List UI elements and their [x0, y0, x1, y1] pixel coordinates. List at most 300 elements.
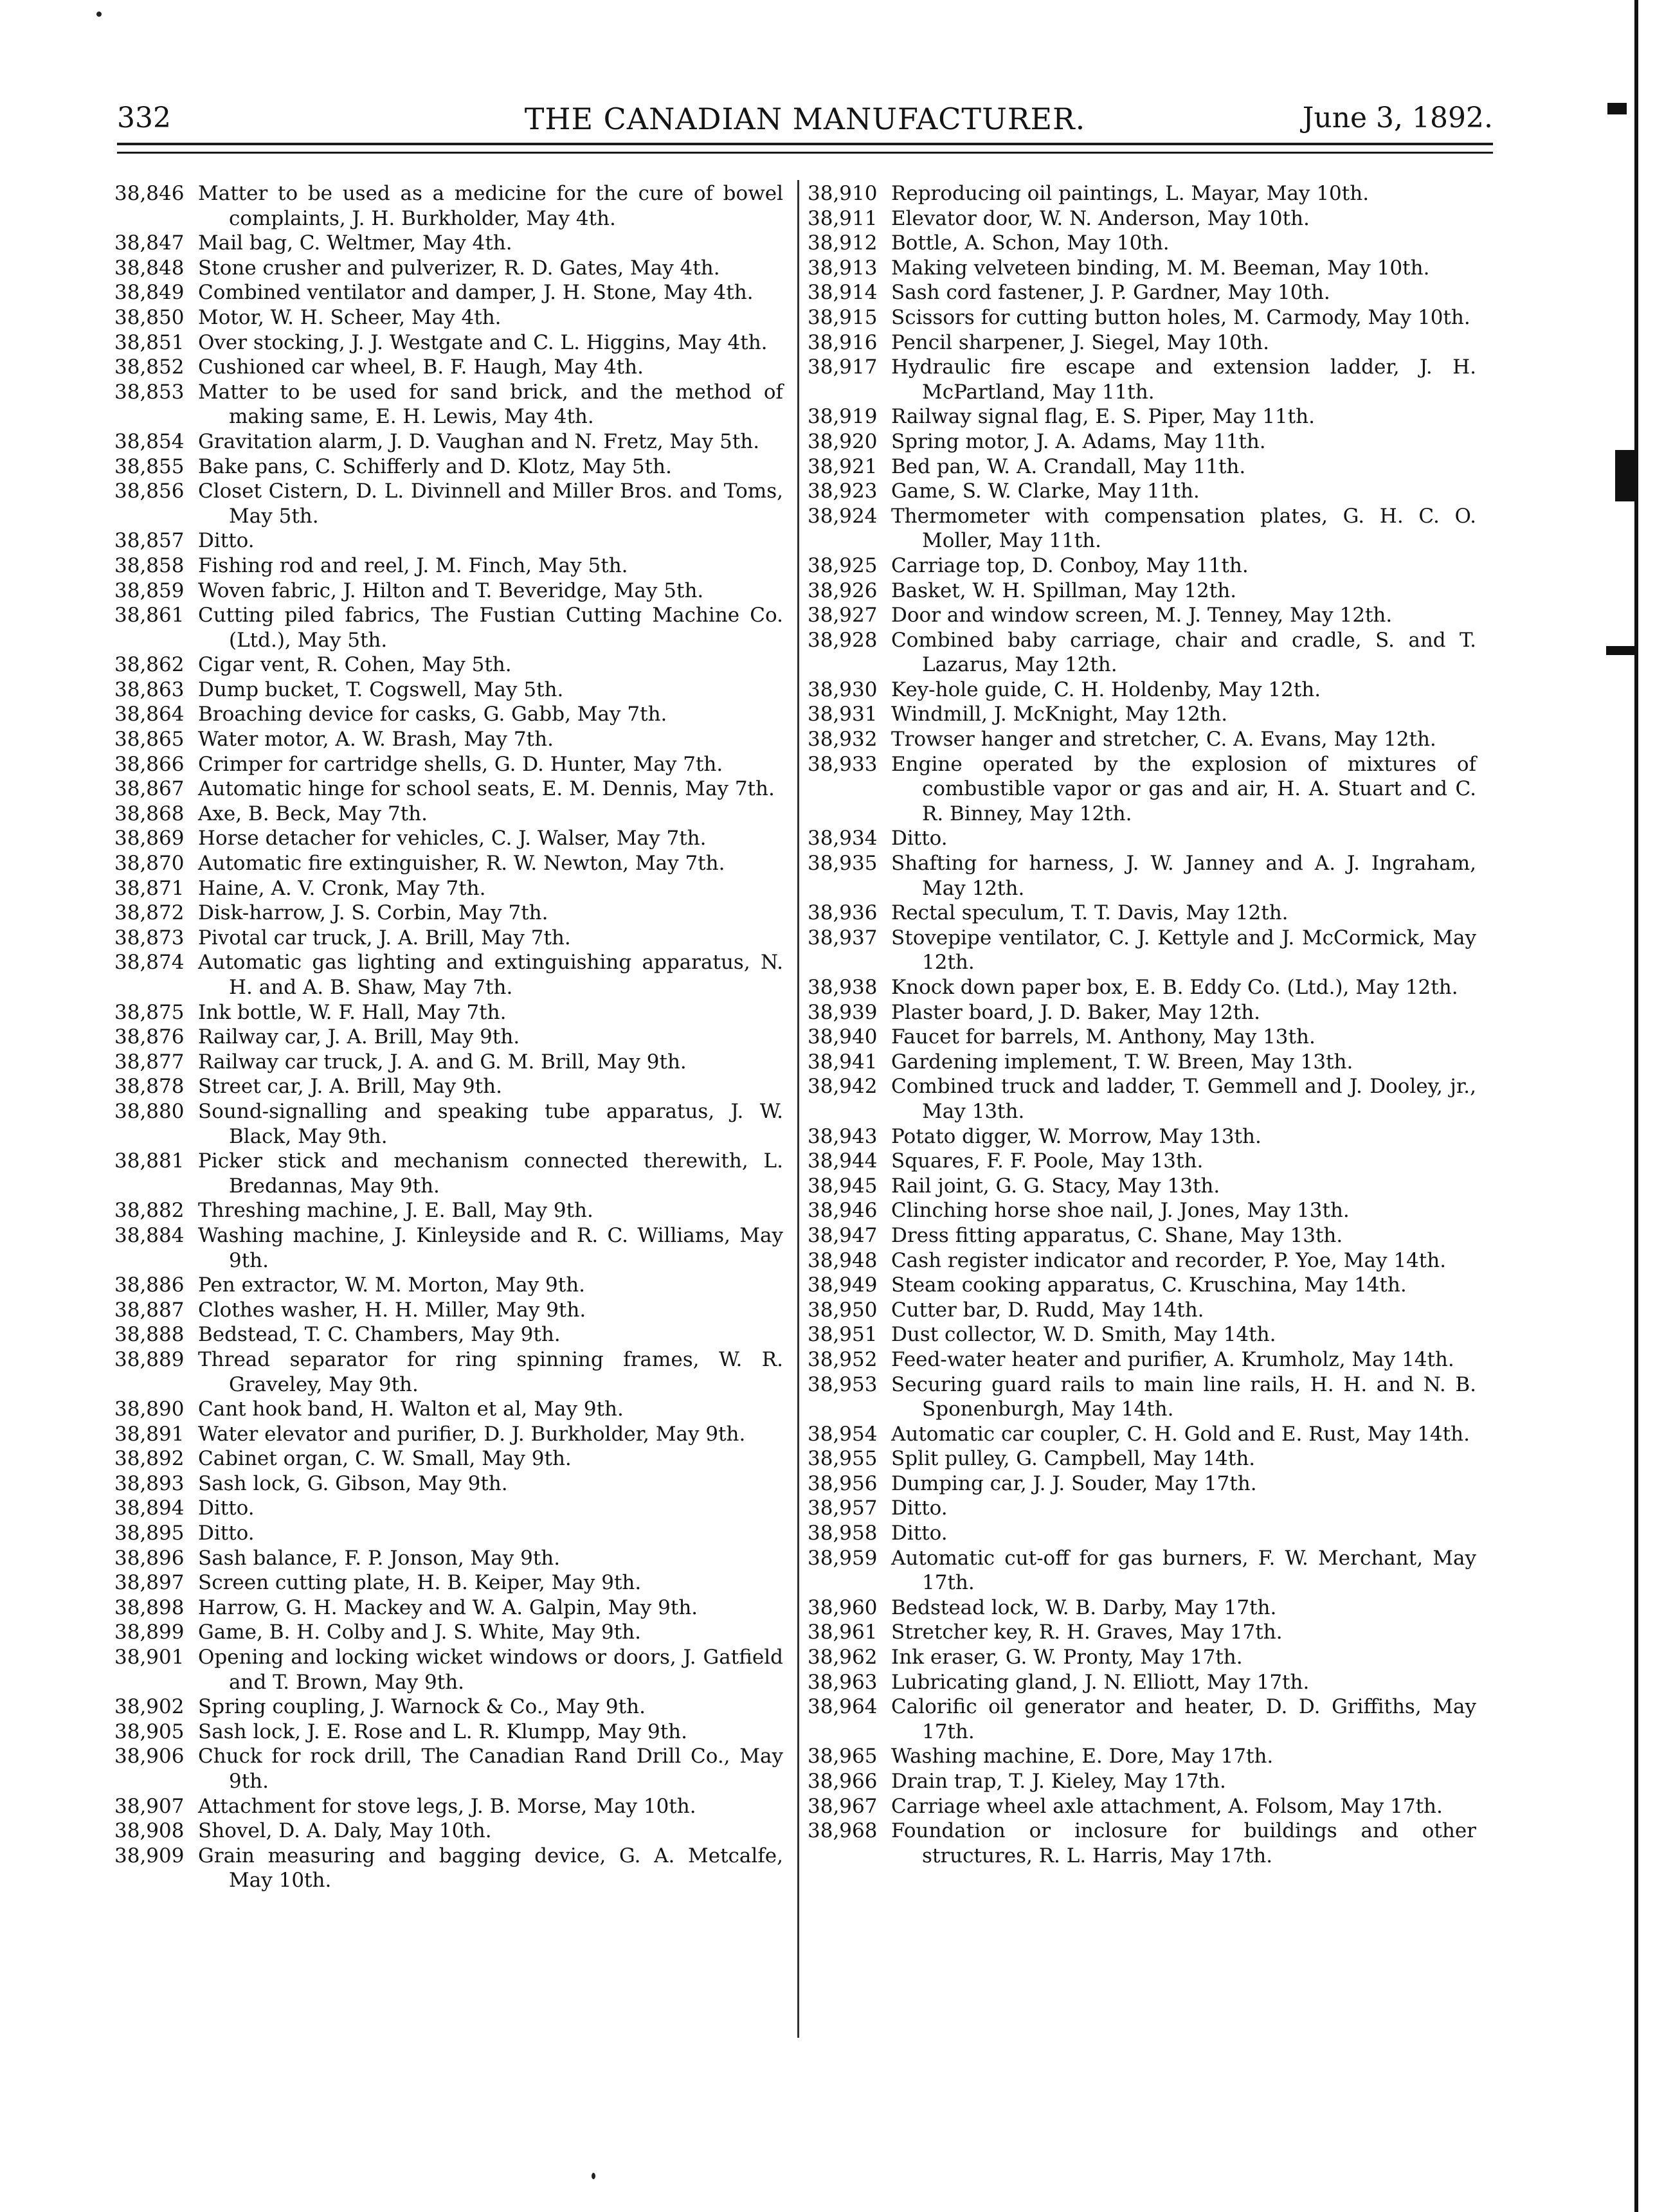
- scan-edge-mark: [1606, 646, 1634, 655]
- patent-description: Matter to be used as a medicine for the cure of bowel complaints, J. H. Burkholder, May 4th.: [198, 182, 783, 230]
- patent-number: 38,947: [808, 1223, 878, 1247]
- patent-entry: [114, 1620, 783, 1645]
- patent-number: 38,949: [808, 1273, 878, 1297]
- patent-number: 38,907: [114, 1794, 185, 1818]
- patent-number: 38,882: [114, 1199, 185, 1223]
- patent-description: Dump bucket, T. Cogswell, May 5th.: [198, 678, 564, 701]
- patent-entry: [808, 727, 1476, 752]
- patent-number: 38,850: [114, 305, 185, 329]
- patent-description: Clinching horse shoe nail, J. Jones, May 13th.: [891, 1199, 1350, 1223]
- patent-entry: [114, 256, 783, 281]
- patent-description: Plaster board, J. D. Baker, May 12th.: [891, 1000, 1261, 1024]
- patent-entry: [114, 1446, 783, 1471]
- patent-description: Over stocking, J. J. Westgate and C. L. Higgins, May 4th.: [198, 330, 768, 354]
- patent-number: 38,928: [808, 628, 878, 652]
- patent-number: 38,919: [808, 405, 878, 429]
- patent-description: Ditto.: [198, 1497, 255, 1520]
- patent-number: 38,861: [114, 604, 185, 627]
- patent-entry: [808, 975, 1476, 1000]
- patent-number: 38,958: [808, 1522, 878, 1545]
- patent-number: 38,899: [114, 1621, 185, 1644]
- patent-entry: [808, 429, 1476, 454]
- patent-description: Windmill, J. McKnight, May 12th.: [891, 703, 1228, 726]
- patent-description: Cushioned car wheel, B. F. Haugh, May 4th.: [198, 355, 644, 379]
- patent-number: 38,915: [808, 305, 878, 329]
- patent-number: 38,943: [808, 1124, 878, 1148]
- patent-description: Combined baby carriage, chair and cradle, S. and T. Lazarus, May 12th.: [891, 628, 1476, 677]
- patent-description: Cash register indicator and recorder, P. Yoe, May 14th.: [891, 1248, 1447, 1272]
- patent-description: Sash lock, G. Gibson, May 9th.: [198, 1471, 508, 1495]
- patent-entry: [114, 1025, 783, 1050]
- patent-description: Pivotal car truck, J. A. Brill, May 7th.: [198, 926, 571, 949]
- patent-description: Hydraulic fire escape and extension ladder, J. H. McPartland, May 11th.: [891, 355, 1476, 404]
- patent-entry: [808, 1372, 1476, 1422]
- patent-number: 38,939: [808, 1000, 878, 1024]
- patent-description: Spring coupling, J. Warnock & Co., May 9th.: [198, 1695, 646, 1719]
- patent-description: Scissors for cutting button holes, M. Carmody, May 10th.: [891, 305, 1470, 329]
- patent-number: 38,964: [808, 1695, 878, 1719]
- patent-entry: [808, 355, 1476, 404]
- patent-entry: [808, 1025, 1476, 1050]
- patent-description: Sash cord fastener, J. P. Gardner, May 10th.: [891, 281, 1330, 305]
- patent-description: Harrow, G. H. Mackey and W. A. Galpin, May 9th.: [198, 1596, 698, 1619]
- patent-number: 38,902: [114, 1695, 185, 1719]
- patent-number: 38,909: [114, 1844, 185, 1867]
- patent-description: Cant hook band, H. Walton et al, May 9th.: [198, 1398, 624, 1421]
- patent-description: Stovepipe ventilator, C. J. Kettyle and J. McCormick, May 12th.: [891, 926, 1476, 975]
- patent-entry: [114, 1099, 783, 1149]
- patent-description: Ditto.: [891, 827, 948, 850]
- patent-number: 38,864: [114, 703, 185, 726]
- patent-entry: [808, 305, 1476, 330]
- patent-entry: [114, 1819, 783, 1844]
- patent-number: 38,941: [808, 1050, 878, 1074]
- patent-description: Horse detacher for vehicles, C. J. Walser, May 7th.: [198, 827, 707, 850]
- patent-description: Basket, W. H. Spillman, May 12th.: [891, 579, 1237, 602]
- patent-entry: [808, 1596, 1476, 1621]
- patent-number: 38,881: [114, 1149, 185, 1173]
- patent-number: 38,869: [114, 827, 185, 850]
- patent-number: 38,852: [114, 355, 185, 379]
- patent-description: Railway signal flag, E. S. Piper, May 11th.: [891, 405, 1315, 429]
- patent-description: Knock down paper box, E. B. Eddy Co. (Ltd.), May 12th.: [891, 976, 1458, 999]
- right-column: [808, 181, 1476, 1868]
- patent-number: 38,961: [808, 1621, 878, 1644]
- patent-number: 38,898: [114, 1596, 185, 1619]
- patent-description: Pen extractor, W. M. Morton, May 9th.: [198, 1273, 586, 1297]
- patent-entry: [114, 280, 783, 305]
- patent-description: Rail joint, G. G. Stacy, May 13th.: [891, 1174, 1220, 1198]
- patent-description: Street car, J. A. Brill, May 9th.: [198, 1075, 502, 1099]
- patent-number: 38,926: [808, 579, 878, 602]
- patent-number: 38,965: [808, 1745, 878, 1768]
- patent-description: Screen cutting plate, H. B. Keiper, May 9th.: [198, 1571, 642, 1595]
- patent-entry: [114, 1794, 783, 1819]
- patent-number: 38,927: [808, 604, 878, 627]
- patent-number: 38,854: [114, 429, 185, 453]
- patent-entry: [808, 1645, 1476, 1670]
- patent-number: 38,925: [808, 553, 878, 577]
- patent-description: Bedstead lock, W. B. Darby, May 17th.: [891, 1596, 1277, 1619]
- patent-description: Pencil sharpener, J. Siegel, May 10th.: [891, 330, 1269, 354]
- patent-entry: [114, 1223, 783, 1273]
- patent-description: Carriage wheel axle attachment, A. Folsom, May 17th.: [891, 1794, 1443, 1818]
- patent-number: 38,957: [808, 1497, 878, 1520]
- patent-number: 38,872: [114, 901, 185, 925]
- patent-description: Cutting piled fabrics, The Fustian Cutting Machine Co. (Ltd.), May 5th.: [198, 604, 783, 652]
- patent-number: 38,888: [114, 1323, 185, 1347]
- patent-entry: [808, 1446, 1476, 1471]
- patent-entry: [808, 1273, 1476, 1298]
- patent-number: 38,849: [114, 281, 185, 305]
- patent-entry: [808, 256, 1476, 281]
- patent-entry: [808, 1744, 1476, 1769]
- patent-description: Axe, B. Beck, May 7th.: [198, 802, 428, 825]
- patent-description: Opening and locking wicket windows or doors, J. Gatfield and T. Brown, May 9th.: [198, 1646, 783, 1694]
- patent-description: Matter to be used for sand brick, and the method of making same, E. H. Lewis, May 4th.: [198, 380, 783, 429]
- patent-number: 38,851: [114, 330, 185, 354]
- patent-number: 38,944: [808, 1149, 878, 1173]
- patent-entry: [114, 826, 783, 851]
- patent-description: Shovel, D. A. Daly, May 10th.: [198, 1819, 492, 1843]
- patent-description: Ditto.: [891, 1497, 948, 1520]
- patent-description: Gravitation alarm, J. D. Vaughan and N. Fretz, May 5th.: [198, 429, 760, 453]
- patent-entry: [808, 1620, 1476, 1645]
- patent-entry: [808, 1695, 1476, 1744]
- patent-entry: [114, 454, 783, 480]
- patent-description: Water motor, A. W. Brash, May 7th.: [198, 728, 554, 751]
- patent-description: Disk-harrow, J. S. Corbin, May 7th.: [198, 901, 548, 925]
- patent-description: Water elevator and purifier, D. J. Burkholder, May 9th.: [198, 1422, 746, 1446]
- patent-entry: [114, 1844, 783, 1893]
- patent-entry: [808, 1248, 1476, 1273]
- patent-description: Securing guard rails to main line rails, H. H. and N. B. Sponenburgh, May 14th.: [891, 1372, 1476, 1421]
- patent-number: 38,858: [114, 553, 185, 577]
- left-column: [114, 181, 783, 1893]
- patent-entry: [808, 1546, 1476, 1596]
- issue-date: June 3, 1892.: [1302, 102, 1493, 134]
- patent-description: Faucet for barrels, M. Anthony, May 13th.: [891, 1025, 1316, 1049]
- patent-entry: [114, 1720, 783, 1745]
- patent-number: 38,901: [114, 1646, 185, 1669]
- patent-description: Reproducing oil paintings, L. Mayar, May 10th.: [891, 182, 1370, 205]
- patent-entry: [114, 181, 783, 231]
- patent-number: 38,967: [808, 1794, 878, 1818]
- patent-entry: [808, 851, 1476, 901]
- patent-number: 38,887: [114, 1298, 185, 1322]
- patent-entry: [808, 1422, 1476, 1447]
- patent-entry: [808, 901, 1476, 926]
- patent-description: Making velveteen binding, M. M. Beeman, May 10th.: [891, 256, 1430, 280]
- patent-description: Rectal speculum, T. T. Davis, May 12th.: [891, 901, 1289, 925]
- scan-speck: [592, 2173, 595, 2179]
- patent-description: Bake pans, C. Schifferly and D. Klotz, May 5th.: [198, 454, 672, 478]
- patent-description: Game, S. W. Clarke, May 11th.: [891, 480, 1200, 503]
- patent-entry: [808, 1769, 1476, 1794]
- patent-entry: [114, 1273, 783, 1298]
- patent-entry: [114, 579, 783, 604]
- patent-number: 38,920: [808, 429, 878, 453]
- patent-entry: [114, 1074, 783, 1099]
- patent-entry: [808, 826, 1476, 851]
- patent-description: Sash balance, F. P. Jonson, May 9th.: [198, 1546, 561, 1570]
- patent-number: 38,959: [808, 1546, 878, 1570]
- patent-description: Ditto.: [198, 1522, 255, 1545]
- patent-description: Shafting for harness, J. W. Janney and A. J. Ingraham, May 12th.: [891, 852, 1476, 900]
- patent-number: 38,910: [808, 182, 878, 205]
- patent-number: 38,891: [114, 1422, 185, 1446]
- patent-entry: [808, 1074, 1476, 1124]
- patent-entry: [808, 678, 1476, 703]
- patent-entry: [808, 553, 1476, 579]
- patent-number: 38,871: [114, 876, 185, 900]
- patent-entry: [808, 1149, 1476, 1174]
- patent-description: Ditto.: [198, 529, 255, 553]
- patent-description: Automatic fire extinguisher, R. W. Newton, May 7th.: [198, 852, 725, 876]
- patent-description: Automatic car coupler, C. H. Gold and E. Rust, May 14th.: [891, 1422, 1470, 1446]
- patent-description: Automatic cut-off for gas burners, F. W. Merchant, May 17th.: [891, 1546, 1476, 1595]
- patent-entry: [808, 1496, 1476, 1521]
- patent-number: 38,952: [808, 1347, 878, 1371]
- patent-description: Elevator door, W. N. Anderson, May 10th.: [891, 206, 1310, 230]
- patent-number: 38,875: [114, 1000, 185, 1024]
- patent-number: 38,963: [808, 1670, 878, 1694]
- patent-number: 38,884: [114, 1223, 185, 1247]
- header-rule: [117, 143, 1493, 145]
- patent-entry: [114, 1521, 783, 1546]
- patent-number: 38,951: [808, 1323, 878, 1347]
- patent-entry: [114, 305, 783, 330]
- scan-speck: [96, 12, 102, 17]
- patent-description: Ditto.: [891, 1522, 948, 1545]
- column-divider: [797, 180, 799, 2038]
- patent-number: 38,912: [808, 231, 878, 255]
- patent-description: Dress fitting apparatus, C. Shane, May 13th.: [891, 1223, 1343, 1247]
- patent-number: 38,896: [114, 1546, 185, 1570]
- patent-number: 38,930: [808, 678, 878, 701]
- patent-entry: [114, 752, 783, 777]
- patent-entry: [114, 926, 783, 951]
- patent-entry: [114, 802, 783, 827]
- patent-entry: [114, 330, 783, 355]
- patent-entry: [808, 628, 1476, 678]
- patent-description: Thread separator for ring spinning frames, W. R. Graveley, May 9th.: [198, 1347, 783, 1396]
- patent-entry: [114, 355, 783, 380]
- patent-entry: [808, 1521, 1476, 1546]
- patent-entry: [808, 231, 1476, 256]
- patent-description: Ink eraser, G. W. Pronty, May 17th.: [891, 1646, 1243, 1669]
- patent-number: 38,911: [808, 206, 878, 230]
- patent-description: Mail bag, C. Weltmer, May 4th.: [198, 231, 512, 255]
- patent-description: Trowser hanger and stretcher, C. A. Evans, May 12th.: [891, 728, 1436, 751]
- patent-entry: [114, 1422, 783, 1447]
- patent-number: 38,853: [114, 380, 185, 404]
- patent-number: 38,876: [114, 1025, 185, 1049]
- patent-description: Carriage top, D. Conboy, May 11th.: [891, 553, 1249, 577]
- patent-entry: [808, 1198, 1476, 1223]
- patent-entry: [808, 1471, 1476, 1497]
- patent-entry: [114, 1496, 783, 1521]
- patent-entry: [114, 1000, 783, 1025]
- patent-number: 38,932: [808, 728, 878, 751]
- patent-description: Lubricating gland, J. N. Elliott, May 17th.: [891, 1670, 1310, 1694]
- patent-entry: [114, 1322, 783, 1347]
- patent-description: Drain trap, T. J. Kieley, May 17th.: [891, 1770, 1226, 1793]
- patent-number: 38,917: [808, 355, 878, 379]
- patent-number: 38,895: [114, 1522, 185, 1545]
- patent-description: Haine, A. V. Cronk, May 7th.: [198, 876, 486, 900]
- patent-number: 38,870: [114, 852, 185, 876]
- patent-description: Motor, W. H. Scheer, May 4th.: [198, 305, 502, 329]
- patent-number: 38,857: [114, 529, 185, 553]
- patent-description: Railway car truck, J. A. and G. M. Brill, May 9th.: [198, 1050, 687, 1074]
- patent-entry: [114, 1570, 783, 1596]
- patent-entry: [114, 678, 783, 703]
- patent-entry: [808, 181, 1476, 206]
- patent-description: Cigar vent, R. Cohen, May 5th.: [198, 653, 512, 677]
- patent-description: Thermometer with compensation plates, G. H. C. O. Moller, May 11th.: [891, 504, 1476, 553]
- patent-description: Steam cooking apparatus, C. Kruschina, May 14th.: [891, 1273, 1407, 1297]
- patent-description: Key-hole guide, C. H. Holdenby, May 12th.: [891, 678, 1321, 701]
- patent-number: 38,863: [114, 678, 185, 701]
- patent-entry: [114, 702, 783, 727]
- patent-entry: [808, 579, 1476, 604]
- patent-description: Gardening implement, T. W. Breen, May 13th.: [891, 1050, 1353, 1074]
- patent-description: Bottle, A. Schon, May 10th.: [891, 231, 1170, 255]
- patent-entry: [114, 553, 783, 579]
- patent-number: 38,866: [114, 752, 185, 776]
- patent-number: 38,935: [808, 852, 878, 876]
- patent-number: 38,894: [114, 1497, 185, 1520]
- patent-entry: [808, 1670, 1476, 1695]
- patent-number: 38,955: [808, 1447, 878, 1471]
- patent-description: Automatic hinge for school seats, E. M. Dennis, May 7th.: [198, 777, 775, 801]
- patent-description: Washing machine, J. Kinleyside and R. C. Williams, May 9th.: [198, 1223, 783, 1272]
- patent-entry: [114, 901, 783, 926]
- patent-number: 38,924: [808, 504, 878, 528]
- patent-number: 38,953: [808, 1372, 878, 1396]
- patent-number: 38,877: [114, 1050, 185, 1074]
- patent-description: Broaching device for casks, G. Gabb, May 7th.: [198, 703, 667, 726]
- patent-number: 38,846: [114, 182, 185, 205]
- patent-description: Potato digger, W. Morrow, May 13th.: [891, 1124, 1262, 1148]
- patent-number: 38,914: [808, 281, 878, 305]
- patent-entry: [114, 876, 783, 901]
- patent-entry: [808, 752, 1476, 827]
- patent-entry: [808, 206, 1476, 231]
- patent-entry: [808, 1794, 1476, 1819]
- patent-entry: [114, 777, 783, 802]
- patent-entry: [114, 1471, 783, 1497]
- patent-description: Dumping car, J. J. Souder, May 17th.: [891, 1471, 1257, 1495]
- patent-entry: [114, 1596, 783, 1621]
- patent-number: 38,937: [808, 926, 878, 949]
- patent-number: 38,936: [808, 901, 878, 925]
- patent-description: Sound-signalling and speaking tube apparatus, J. W. Black, May 9th.: [198, 1099, 783, 1148]
- patent-description: Picker stick and mechanism connected therewith, L. Bredannas, May 9th.: [198, 1149, 783, 1198]
- patent-description: Railway car, J. A. Brill, May 9th.: [198, 1025, 520, 1049]
- patent-entry: [114, 479, 783, 528]
- patent-number: 38,848: [114, 256, 185, 280]
- page-number: 332: [117, 102, 171, 134]
- patent-description: Washing machine, E. Dore, May 17th.: [891, 1745, 1274, 1768]
- patent-description: Dust collector, W. D. Smith, May 14th.: [891, 1323, 1276, 1347]
- patent-number: 38,938: [808, 976, 878, 999]
- patent-entry: [114, 1397, 783, 1422]
- patent-number: 38,868: [114, 802, 185, 825]
- patent-number: 38,931: [808, 703, 878, 726]
- patent-entry: [808, 1000, 1476, 1025]
- patent-number: 38,874: [114, 951, 185, 975]
- patent-description: Chuck for rock drill, The Canadian Rand Drill Co., May 9th.: [198, 1745, 783, 1793]
- patent-entry: [808, 603, 1476, 628]
- patent-number: 38,945: [808, 1174, 878, 1198]
- patent-description: Closet Cistern, D. L. Divinnell and Miller Bros. and Toms, May 5th.: [198, 480, 783, 528]
- patent-entry: [808, 1298, 1476, 1323]
- patent-description: Squares, F. F. Poole, May 13th.: [891, 1149, 1204, 1173]
- header-rule-thin: [117, 152, 1493, 154]
- patent-number: 38,867: [114, 777, 185, 801]
- patent-description: Bed pan, W. A. Crandall, May 11th.: [891, 454, 1246, 478]
- patent-number: 38,960: [808, 1596, 878, 1619]
- patent-entry: [808, 1050, 1476, 1075]
- patent-description: Stretcher key, R. H. Graves, May 17th.: [891, 1621, 1283, 1644]
- patent-entry: [114, 1546, 783, 1571]
- patent-number: 38,890: [114, 1398, 185, 1421]
- patent-number: 38,886: [114, 1273, 185, 1297]
- patent-entry: [114, 1050, 783, 1075]
- patent-entry: [808, 926, 1476, 975]
- patent-number: 38,933: [808, 752, 878, 776]
- patent-description: Cabinet organ, C. W. Small, May 9th.: [198, 1447, 572, 1471]
- patent-entry: [808, 280, 1476, 305]
- patent-description: Feed-water heater and purifier, A. Krumholz, May 14th.: [891, 1347, 1454, 1371]
- patent-description: Grain measuring and bagging device, G. A. Metcalfe, May 10th.: [198, 1844, 783, 1893]
- patent-number: 38,897: [114, 1571, 185, 1595]
- patent-entry: [114, 1695, 783, 1720]
- patent-entry: [808, 702, 1476, 727]
- patent-number: 38,856: [114, 480, 185, 503]
- patent-number: 38,847: [114, 231, 185, 255]
- scan-edge-mark: [1607, 103, 1627, 114]
- patent-entry: [808, 1819, 1476, 1868]
- patent-entry: [808, 404, 1476, 429]
- patent-entry: [114, 429, 783, 454]
- patent-description: Automatic gas lighting and extinguishing apparatus, N. H. and A. B. Shaw, May 7th.: [198, 951, 783, 999]
- patent-description: Sash lock, J. E. Rose and L. R. Klumpp, May 9th.: [198, 1720, 687, 1743]
- page-header: [117, 96, 1493, 141]
- patent-description: Clothes washer, H. H. Miller, May 9th.: [198, 1298, 586, 1322]
- patent-description: Crimper for cartridge shells, G. D. Hunter, May 7th.: [198, 752, 723, 776]
- patent-entry: [808, 454, 1476, 480]
- patent-number: 38,954: [808, 1422, 878, 1446]
- patent-number: 38,934: [808, 827, 878, 850]
- patent-number: 38,956: [808, 1471, 878, 1495]
- patent-number: 38,893: [114, 1471, 185, 1495]
- patent-description: Split pulley, G. Campbell, May 14th.: [891, 1447, 1256, 1471]
- patent-number: 38,880: [114, 1099, 185, 1123]
- publication-title: THE CANADIAN MANUFACTURER.: [524, 102, 1086, 136]
- patent-number: 38,862: [114, 653, 185, 677]
- patent-entry: [114, 851, 783, 876]
- patent-entry: [114, 528, 783, 553]
- patent-entry: [808, 1124, 1476, 1149]
- patent-description: Stone crusher and pulverizer, R. D. Gates, May 4th.: [198, 256, 720, 280]
- patent-description: Game, B. H. Colby and J. S. White, May 9th.: [198, 1621, 641, 1644]
- patent-description: Bedstead, T. C. Chambers, May 9th.: [198, 1323, 561, 1347]
- patent-number: 38,908: [114, 1819, 185, 1843]
- patent-number: 38,950: [808, 1298, 878, 1322]
